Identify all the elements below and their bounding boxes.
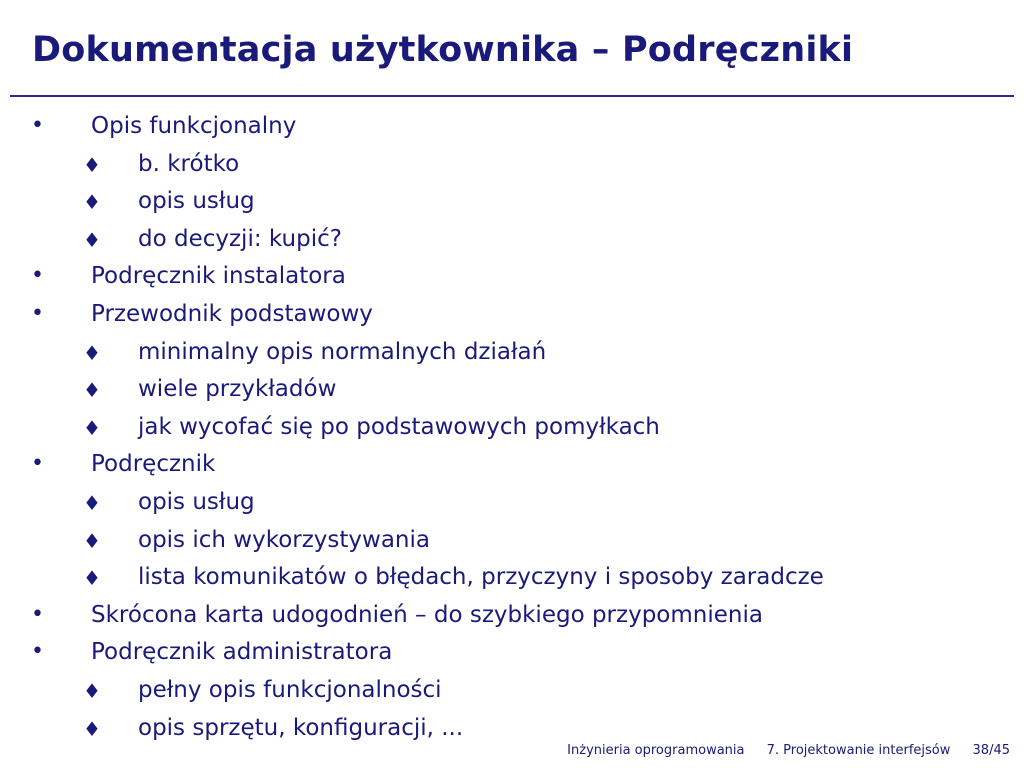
diamond-icon: ♦ [83,678,101,703]
bullet-item [0,596,1024,634]
bullet-icon: • [31,639,44,665]
diamond-icon: ♦ [83,716,101,741]
sub-bullet-text: opis usług [138,488,255,515]
sub-bullet-item [0,408,1024,446]
sub-bullet-text: minimalny opis normalnych działań [138,338,547,365]
diamond-icon: ♦ [83,528,101,553]
bullet-item [0,633,1024,671]
title-divider [10,95,1014,97]
sub-bullet-item [0,558,1024,596]
sub-bullet-item [0,709,1024,747]
bullet-item [0,445,1024,483]
bullet-text: Podręcznik instalatora [91,263,346,290]
sub-bullet-text: wiele przykładów [138,376,337,403]
bullet-item [0,107,1024,145]
sub-bullet-text: opis usług [138,188,255,215]
bullet-item [0,295,1024,333]
footer-course: Inżynieria oprogramowania [567,743,745,758]
slide-footer [567,743,1010,758]
sub-bullet-item [0,182,1024,220]
sub-bullet-text: jak wycofać się po podstawowych pomyłkach [138,413,660,440]
diamond-icon: ♦ [83,152,101,177]
bullet-text: Przewodnik podstawowy [91,300,373,327]
sub-bullet-text: pełny opis funkcjonalności [138,676,442,703]
sub-bullet-text: do decyzji: kupić? [138,225,342,252]
bullet-icon: • [31,113,44,138]
bullet-icon: • [31,300,44,326]
bullet-icon: • [31,263,44,289]
diamond-icon: ♦ [83,415,101,440]
sub-bullet-item [0,671,1024,709]
diamond-icon: ♦ [83,190,101,215]
sub-bullet-text: lista komunikatów o błędach, przyczyny i sposoby zaradcze [138,564,824,591]
footer-page-number: 38/45 [972,743,1010,758]
diamond-icon: ♦ [83,340,101,365]
sub-bullet-text: opis sprzętu, konfiguracji, ... [138,714,464,741]
sub-bullet-item [0,145,1024,183]
bullet-item [0,257,1024,295]
bullet-list [0,107,1024,746]
sub-bullet-item [0,521,1024,559]
bullet-text: Opis funkcjonalny [91,113,297,139]
bullet-icon: • [31,451,44,477]
sub-bullet-item [0,333,1024,371]
sub-bullet-item [0,370,1024,408]
footer-lecture: 7. Projektowanie interfejsów [766,743,951,758]
diamond-icon: ♦ [83,378,101,403]
bullet-text: Podręcznik administratora [91,639,393,666]
slide-title: Dokumentacja użytkownika – Podręczniki [32,30,854,70]
bullet-icon: • [31,601,44,627]
diamond-icon: ♦ [83,227,101,252]
diamond-icon: ♦ [83,566,101,591]
bullet-text: Skrócona karta udogodnień – do szybkiego przypomnienia [91,601,763,628]
bullet-text: Podręcznik [91,451,216,478]
sub-bullet-text: opis ich wykorzystywania [138,526,430,553]
sub-bullet-item [0,220,1024,258]
sub-bullet-item [0,483,1024,521]
sub-bullet-text: b. krótko [138,150,240,177]
diamond-icon: ♦ [83,490,101,515]
